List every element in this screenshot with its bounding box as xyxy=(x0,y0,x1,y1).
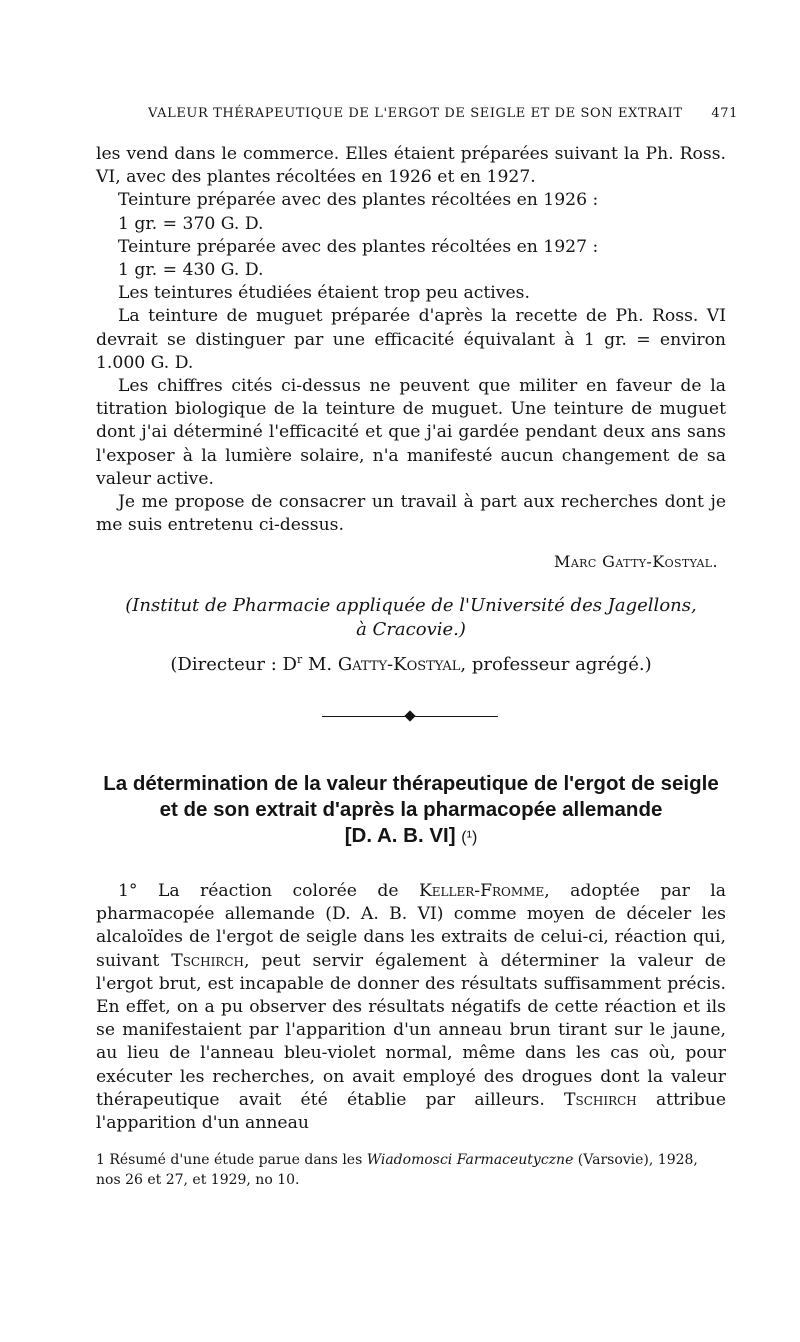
director-suffix: professeur agrégé.) xyxy=(466,654,652,675)
footnote-ref: (¹) xyxy=(461,829,478,846)
director-name: M. Gatty-Kostyal, xyxy=(302,654,467,675)
title-bracket: [D. A. B. VI] xyxy=(344,824,456,847)
institute-affiliation xyxy=(96,594,726,642)
paragraph: Je me propose de consacrer un travail à part aux recherches dont je me suis entretenu ci-dessus. xyxy=(96,492,726,536)
institute-line: (Institut de Pharmacie appliquée de l'Université des Jagellons, xyxy=(125,595,697,616)
article-body xyxy=(96,880,726,1135)
separator-diamond-icon xyxy=(404,710,415,721)
paragraph: Les teintures étudiées étaient trop peu actives. xyxy=(118,283,530,304)
paragraph: Teinture préparée avec des plantes récoltées en 1927 : xyxy=(118,236,599,257)
paragraph: Les chiffres cités ci-dessus ne peuvent que militer en faveur de la titration biologique de la teinture de muguet. Une teinture de muguet dont j'ai déterminé l'efficacité et que j'ai gardée pendant deux ans sans l'exposer à la lumière solaire, n'a manifesté aucun changement de sa valeur active. xyxy=(96,376,726,489)
paragraph: 1 gr. = 370 G. D. xyxy=(118,213,264,234)
article-title xyxy=(96,771,726,851)
text-run: 1° La réaction colorée de xyxy=(118,881,419,901)
title-line: et de son extrait d'après la pharmacopée allemande xyxy=(159,798,663,821)
text-run: attribue l'apparition d'un anneau xyxy=(96,1089,727,1134)
director-prefix: (Directeur : D xyxy=(170,654,297,675)
institute-line: à Cracovie.) xyxy=(356,619,466,640)
title-line: La détermination de la valeur thérapeutique de l'ergot de seigle xyxy=(103,772,719,795)
director-line xyxy=(96,653,726,675)
paragraph: Teinture préparée avec des plantes récoltées en 1926 : xyxy=(118,190,599,211)
running-title: VALEUR THÉRAPEUTIQUE DE L'ERGOT DE SEIGLE ET DE SON EXTRAIT xyxy=(148,106,683,121)
text-run: , adoptée par la pharmacopée allemande (D. A. B. VI) comme moyen de déceler les alcaloïdes de l'ergot de seigle dans les extraits de celui-ci, réaction qui, suivant xyxy=(96,881,727,971)
signature: Marc Gatty-Kostyal. xyxy=(554,552,718,571)
footnote xyxy=(96,1150,726,1190)
paragraph: La teinture de muguet préparée d'après la recette de Ph. Ross. VI devrait se distinguer par une efficacité équivalant à 1 gr. = environ 1.000 G. D. xyxy=(96,306,726,373)
paragraph xyxy=(96,880,726,1135)
paragraph: les vend dans le commerce. Elles étaient préparées suivant la Ph. Ross. VI, avec des plantes récoltées en 1926 et en 1927. xyxy=(96,144,726,188)
footnote-text: 1 Résumé d'une étude parue dans les xyxy=(96,1152,367,1168)
journal-name: Wiadomosci Farmaceutyczne xyxy=(366,1152,574,1168)
director-sup: r xyxy=(296,653,303,666)
author-name: Keller-Fromme xyxy=(418,881,545,901)
running-head xyxy=(148,106,738,121)
author-name: Tschirch xyxy=(171,950,245,971)
footnote-text: (Varsovie), 1928, nos 26 et 27, et 1929, no 10. xyxy=(96,1152,698,1188)
paragraph: 1 gr. = 430 G. D. xyxy=(118,260,264,281)
title-line-3 xyxy=(96,823,726,851)
text-run: , peut servir également à déterminer la valeur de l'ergot brut, est incapable de donner des résultats suffisamment précis. En effet, on a pu observer des résultats négatifs de cette réaction et ils se manifestaient par l'apparition d'un anneau brun tirant sur le jaune, au lieu de l'anneau bleu-violet normal, même dans les cas où, pour exécuter les recherches, on avait employé des drogues dont la valeur thérapeutique avait été établie par ailleurs. xyxy=(96,950,726,1110)
previous-article-body xyxy=(96,143,726,537)
page-number: 471 xyxy=(711,106,738,121)
section-separator xyxy=(322,711,498,723)
author-name: Tschirch xyxy=(564,1089,637,1110)
